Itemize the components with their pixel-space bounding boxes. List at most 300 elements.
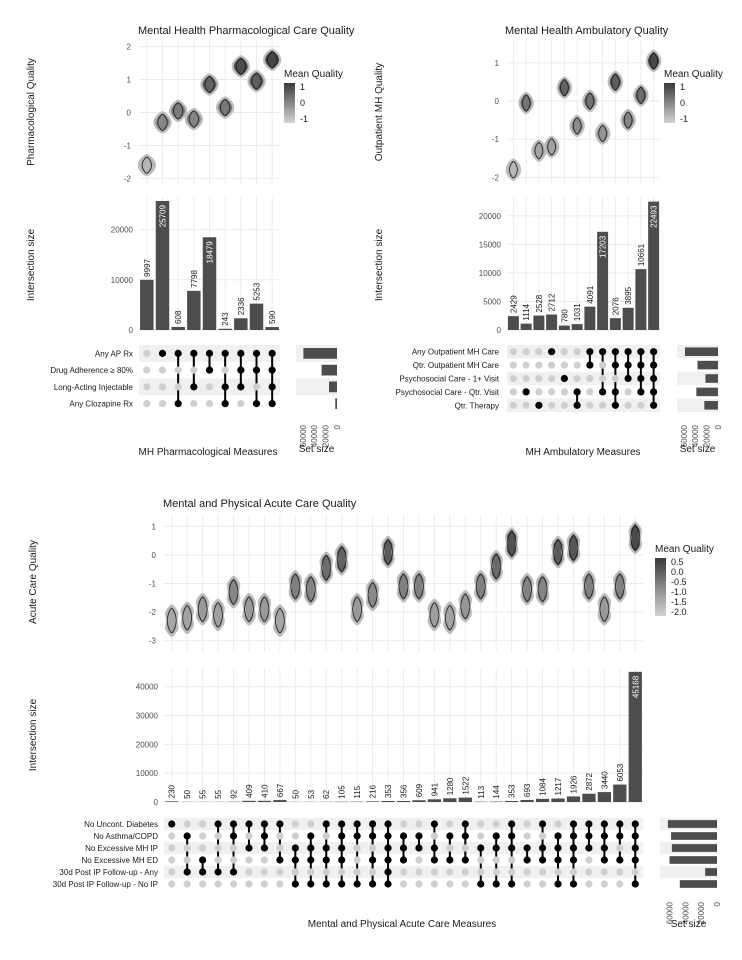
matrix-dot-empty — [523, 362, 530, 369]
matrix-dot-filled — [323, 856, 330, 863]
intersection-bar — [610, 318, 621, 330]
matrix-dot-filled — [369, 832, 376, 839]
matrix-dot-empty — [400, 820, 407, 827]
matrix-dot-empty — [523, 348, 530, 355]
matrix-dot-empty — [369, 844, 376, 851]
matrix-dot-filled — [462, 832, 469, 839]
intersection-size-label: 1031 — [573, 303, 583, 322]
quality-violin — [599, 594, 610, 624]
quality-violin — [290, 571, 301, 601]
matrix-dot-filled — [307, 856, 314, 863]
matrix-dot-empty — [292, 820, 299, 827]
legend-tick-label: 1 — [680, 82, 686, 92]
matrix-dot-empty — [276, 832, 283, 839]
matrix-dot-filled — [338, 856, 345, 863]
intersection-bar — [521, 324, 532, 330]
matrix-dot-filled — [269, 383, 276, 390]
matrix-dot-filled — [561, 375, 568, 382]
intersection-size-label: 590 — [268, 310, 278, 325]
quality-violin — [429, 600, 440, 630]
matrix-dot-filled — [616, 832, 623, 839]
matrix-dot-filled — [214, 820, 221, 827]
intersection-size-label: 1522 — [461, 776, 471, 795]
matrix-dot-empty — [601, 880, 608, 887]
matrix-dot-filled — [601, 844, 608, 851]
legend-colorbar — [664, 83, 675, 123]
matrix-dot-empty — [159, 367, 166, 374]
intersection-size-label: 1926 — [569, 775, 579, 794]
bar-ytick-label: 10000 — [110, 275, 133, 285]
matrix-dot-empty — [143, 400, 150, 407]
quality-violin — [243, 594, 254, 624]
legend-tick-label: -1 — [300, 114, 309, 124]
matrix-dot-filled — [307, 880, 314, 887]
matrix-dot-empty — [184, 820, 191, 827]
bar-ylabel: Intersection size — [28, 698, 39, 772]
legend-title: Mean Quality — [664, 69, 723, 80]
matrix-dot-filled — [261, 844, 268, 851]
matrix-dot-filled — [222, 383, 229, 390]
matrix-dot-empty — [245, 832, 252, 839]
matrix-dot-filled — [323, 844, 330, 851]
quality-violin — [398, 571, 409, 601]
matrix-dot-empty — [561, 348, 568, 355]
quality-violin — [264, 50, 280, 70]
matrix-xlabel: MH Pharmacological Measures — [138, 447, 278, 458]
matrix-dot-empty — [561, 388, 568, 395]
matrix-dot-empty — [477, 868, 484, 875]
matrix-dot-filled — [508, 880, 515, 887]
matrix-dot-filled — [599, 388, 606, 395]
intersection-size-label: 243 — [221, 312, 231, 326]
matrix-dot-filled — [253, 350, 260, 357]
matrix-dot-filled — [199, 868, 206, 875]
legend-tick-label: -1 — [680, 114, 689, 124]
quality-violin — [614, 571, 625, 601]
quality-violin — [336, 544, 347, 574]
matrix-dot-filled — [637, 362, 644, 369]
matrix-dot-empty — [168, 844, 175, 851]
matrix-dot-filled — [384, 880, 391, 887]
matrix-dot-empty — [206, 400, 213, 407]
intersection-bar — [572, 324, 583, 330]
matrix-dot-filled — [650, 348, 657, 355]
matrix-dot-empty — [561, 362, 568, 369]
matrix-dot-filled — [431, 820, 438, 827]
quality-violin — [212, 600, 223, 630]
matrix-dot-filled — [369, 820, 376, 827]
intersection-size-label: 22493 — [649, 205, 659, 228]
matrix-dot-filled — [539, 820, 546, 827]
matrix-dot-empty — [261, 880, 268, 887]
matrix-dot-filled — [632, 844, 639, 851]
matrix-dot-filled — [175, 400, 182, 407]
matrix-xlabel: MH Ambulatory Measures — [525, 447, 641, 458]
intersection-size-label: 10661 — [636, 243, 646, 267]
matrix-dot-empty — [230, 844, 237, 851]
matrix-dot-filled — [415, 832, 422, 839]
matrix-dot-filled — [650, 388, 657, 395]
matrix-dot-filled — [354, 820, 361, 827]
violin-ytick-label: -1 — [148, 579, 156, 589]
intersection-bar — [258, 801, 271, 802]
matrix-dot-filled — [168, 820, 175, 827]
matrix-dot-empty — [535, 348, 542, 355]
intersection-size-label: 92 — [229, 789, 239, 799]
quality-violin — [197, 594, 208, 624]
intersection-size-label: 216 — [368, 785, 378, 799]
set-size-bar — [670, 856, 718, 864]
matrix-dot-filled — [415, 844, 422, 851]
quality-violin — [475, 571, 486, 601]
set-size-tick-label: 40000 — [681, 902, 691, 925]
matrix-dot-filled — [462, 820, 469, 827]
set-label: Psychosocial Care - Qtr. Visit — [395, 387, 499, 397]
intersection-size-label: 55 — [214, 789, 224, 799]
intersection-size-label: 230 — [167, 784, 177, 799]
matrix-dot-filled — [493, 880, 500, 887]
matrix-dot-empty — [237, 400, 244, 407]
matrix-dot-filled — [599, 348, 606, 355]
matrix-dot-filled — [222, 350, 229, 357]
matrix-dot-empty — [245, 868, 252, 875]
bar-ytick-label: 30000 — [135, 711, 158, 721]
matrix-dot-filled — [431, 856, 438, 863]
matrix-dot-empty — [510, 362, 517, 369]
set-size-bar — [705, 374, 718, 383]
quality-violin — [382, 537, 393, 567]
intersection-size-label: 62 — [322, 789, 332, 799]
matrix-dot-filled — [384, 868, 391, 875]
matrix-dot-empty — [292, 832, 299, 839]
intersection-bar — [242, 801, 255, 802]
matrix-dot-empty — [168, 880, 175, 887]
set-size-tick-label: 20000 — [321, 425, 331, 448]
set-label: Long-Acting Injectable — [53, 382, 133, 392]
matrix-dot-empty — [524, 820, 531, 827]
matrix-dot-empty — [585, 868, 592, 875]
quality-violin — [571, 116, 584, 136]
matrix-dot-filled — [585, 820, 592, 827]
matrix-dot-filled — [446, 832, 453, 839]
matrix-dot-empty — [415, 868, 422, 875]
matrix-dot-filled — [616, 820, 623, 827]
quality-violin — [186, 109, 202, 129]
intersection-size-label: 9997 — [142, 259, 152, 277]
matrix-dot-filled — [637, 348, 644, 355]
matrix-dot-filled — [230, 832, 237, 839]
legend-colorbar — [284, 83, 295, 123]
bar-ytick-label: 0 — [496, 326, 501, 335]
matrix-dot-filled — [245, 820, 252, 827]
matrix-dot-empty — [612, 375, 619, 382]
matrix-dot-filled — [199, 856, 206, 863]
violin-ytick-label: 1 — [494, 58, 499, 68]
set-size-bar — [696, 388, 718, 397]
quality-violin — [558, 78, 571, 98]
matrix-dot-empty — [462, 880, 469, 887]
matrix-dot-filled — [601, 832, 608, 839]
intersection-size-label: 115 — [353, 785, 363, 799]
intersection-bar — [623, 308, 634, 330]
matrix-dot-filled — [554, 844, 561, 851]
matrix-dot-filled — [276, 820, 283, 827]
violin-ytick-label: -1 — [123, 141, 131, 151]
matrix-dot-empty — [535, 375, 542, 382]
matrix-dot-empty — [446, 820, 453, 827]
quality-violin — [321, 553, 332, 583]
intersection-size-label: 6053 — [615, 763, 625, 782]
violin-ylabel: Outpatient MH Quality — [374, 62, 385, 162]
matrix-dot-filled — [369, 856, 376, 863]
quality-violin — [139, 155, 155, 175]
matrix-dot-empty — [415, 880, 422, 887]
intersection-size-label: 780 — [560, 309, 570, 323]
matrix-dot-empty — [616, 868, 623, 875]
matrix-dot-filled — [253, 367, 260, 374]
matrix-dot-empty — [214, 832, 221, 839]
matrix-dot-empty — [462, 844, 469, 851]
matrix-dot-empty — [601, 868, 608, 875]
matrix-dot-filled — [616, 856, 623, 863]
matrix-dot-filled — [431, 844, 438, 851]
matrix-dot-filled — [632, 880, 639, 887]
matrix-dot-empty — [616, 880, 623, 887]
matrix-dot-empty — [175, 383, 182, 390]
matrix-dot-filled — [446, 856, 453, 863]
intersection-bar — [635, 269, 646, 330]
matrix-xlabel: Mental and Physical Acute Care Measures — [307, 919, 497, 930]
set-size-bar — [303, 348, 337, 359]
quality-violin — [274, 606, 285, 636]
set-label: 30d Post IP Follow-up - No IP — [52, 880, 158, 889]
violin-panel-bg — [507, 40, 660, 185]
matrix-dot-empty — [477, 856, 484, 863]
matrix-dot-empty — [400, 880, 407, 887]
matrix-dot-empty — [524, 880, 531, 887]
set-size-bar — [685, 347, 718, 356]
matrix-dot-empty — [539, 880, 546, 887]
matrix-dot-filled — [570, 844, 577, 851]
quality-violin — [532, 141, 545, 161]
matrix-dot-empty — [354, 844, 361, 851]
matrix-dot-empty — [548, 375, 555, 382]
matrix-dot-filled — [338, 880, 345, 887]
matrix-dot-empty — [477, 820, 484, 827]
matrix-dot-filled — [554, 832, 561, 839]
bar-ylabel: Intersection size — [374, 228, 385, 302]
set-size-bar — [322, 365, 337, 376]
intersection-bar — [250, 304, 263, 330]
intersection-size-label: 2872 — [584, 772, 594, 791]
matrix-dot-empty — [214, 844, 221, 851]
legend-title: Mean Quality — [284, 69, 343, 80]
quality-violin — [352, 594, 363, 624]
matrix-dot-filled — [369, 880, 376, 887]
set-size-bar — [671, 832, 717, 840]
matrix-dot-empty — [510, 388, 517, 395]
set-size-bar — [329, 382, 337, 393]
matrix-dot-filled — [237, 350, 244, 357]
matrix-dot-empty — [625, 388, 632, 395]
matrix-dot-empty — [276, 868, 283, 875]
matrix-dot-empty — [586, 375, 593, 382]
set-label: Qtr. Therapy — [454, 401, 499, 411]
intersection-bar — [533, 316, 544, 330]
matrix-dot-filled — [253, 400, 260, 407]
intersection-size-label: 667 — [275, 783, 285, 798]
intersection-size-label: 2429 — [509, 295, 519, 314]
set-size-title: Set size — [679, 444, 716, 455]
set-size-tick-label: 40000 — [691, 425, 701, 448]
bar-ytick-label: 10000 — [478, 268, 501, 278]
matrix-dot-filled — [612, 348, 619, 355]
matrix-dot-empty — [446, 880, 453, 887]
matrix-dot-filled — [184, 868, 191, 875]
set-size-title: Set size — [298, 444, 335, 455]
matrix-dot-empty — [276, 844, 283, 851]
matrix-dot-filled — [650, 375, 657, 382]
quality-violin — [166, 606, 177, 636]
matrix-dot-empty — [539, 868, 546, 875]
legend-tick-label: -0.5 — [671, 577, 687, 587]
violin-ylabel: Acute Care Quality — [28, 540, 39, 624]
matrix-dot-empty — [214, 856, 221, 863]
violin-ytick-label: 0 — [126, 108, 131, 118]
matrix-dot-filled — [400, 856, 407, 863]
upset-panel-pharm — [26, 25, 355, 458]
intersection-bar — [265, 327, 278, 330]
matrix-dot-filled — [523, 388, 530, 395]
intersection-size-label: 609 — [414, 783, 424, 798]
set-size-bar — [335, 398, 337, 409]
quality-violin — [249, 71, 265, 91]
matrix-dot-filled — [323, 880, 330, 887]
matrix-dot-filled — [354, 880, 361, 887]
matrix-dot-empty — [616, 844, 623, 851]
intersection-bar — [582, 794, 595, 802]
legend-tick-label: 0.5 — [671, 557, 684, 567]
set-label: No Excessive MH IP — [85, 844, 158, 853]
legend-tick-label: -1.5 — [671, 597, 687, 607]
quality-violin — [182, 603, 193, 633]
matrix-dot-empty — [143, 350, 150, 357]
matrix-dot-empty — [554, 820, 561, 827]
matrix-dot-filled — [625, 375, 632, 382]
matrix-dot-filled — [400, 844, 407, 851]
chart-title: Mental Health Pharmacological Care Quality — [138, 25, 355, 37]
matrix-dot-empty — [338, 868, 345, 875]
intersection-size-label: 3895 — [624, 286, 634, 305]
quality-violin — [507, 160, 520, 180]
matrix-dot-filled — [307, 832, 314, 839]
matrix-dot-empty — [184, 880, 191, 887]
matrix-dot-filled — [612, 402, 619, 409]
intersection-size-label: 7798 — [189, 270, 199, 288]
matrix-dot-filled — [632, 856, 639, 863]
matrix-dot-empty — [570, 868, 577, 875]
intersection-size-label: 18479 — [205, 241, 215, 264]
matrix-dot-filled — [570, 820, 577, 827]
intersection-bar — [381, 801, 394, 802]
intersection-size-label: 693 — [523, 783, 533, 798]
matrix-dot-filled — [570, 832, 577, 839]
matrix-dot-empty — [369, 868, 376, 875]
violin-ytick-label: -2 — [491, 173, 499, 183]
intersection-size-label: 608 — [174, 310, 184, 324]
matrix-dot-empty — [206, 383, 213, 390]
intersection-size-label: 353 — [507, 784, 517, 798]
quality-violin — [367, 580, 378, 610]
intersection-bar — [397, 801, 410, 802]
matrix-dot-empty — [230, 880, 237, 887]
matrix-dot-empty — [400, 868, 407, 875]
intersection-size-label: 144 — [492, 785, 502, 799]
quality-violin — [506, 529, 517, 559]
violin-ytick-label: -3 — [148, 636, 156, 646]
legend-tick-label: 0.0 — [671, 567, 684, 577]
matrix-dot-filled — [650, 362, 657, 369]
set-size-bar — [705, 868, 717, 876]
matrix-dot-empty — [168, 868, 175, 875]
legend-tick-label: -2.0 — [671, 607, 687, 617]
matrix-dot-filled — [338, 820, 345, 827]
matrix-dot-empty — [574, 375, 581, 382]
matrix-dot-filled — [632, 820, 639, 827]
matrix-dot-filled — [384, 844, 391, 851]
quality-violin — [170, 101, 186, 121]
violin-ytick-label: 0 — [151, 550, 156, 560]
quality-violin — [155, 112, 171, 132]
matrix-dot-filled — [570, 880, 577, 887]
matrix-dot-filled — [261, 832, 268, 839]
matrix-dot-filled — [184, 832, 191, 839]
matrix-dot-empty — [510, 402, 517, 409]
matrix-dot-filled — [493, 832, 500, 839]
matrix-dot-filled — [554, 880, 561, 887]
matrix-dot-empty — [446, 868, 453, 875]
matrix-dot-empty — [510, 375, 517, 382]
intersection-bar — [536, 799, 549, 802]
matrix-dot-empty — [632, 868, 639, 875]
set-size-tick-label: 0 — [714, 425, 723, 430]
matrix-dot-empty — [143, 367, 150, 374]
intersection-size-label: 356 — [399, 784, 409, 798]
matrix-dot-filled — [508, 844, 515, 851]
set-label: Any Outpatient MH Care — [411, 347, 499, 357]
matrix-dot-filled — [462, 856, 469, 863]
intersection-bar — [187, 291, 200, 330]
matrix-dot-empty — [431, 880, 438, 887]
matrix-dot-filled — [585, 832, 592, 839]
chart-title: Mental and Physical Acute Care Quality — [163, 498, 357, 510]
intersection-bar — [443, 798, 456, 802]
intersection-size-label: 941 — [430, 782, 440, 797]
matrix-dot-filled — [384, 820, 391, 827]
set-size-tick-label: 60000 — [665, 902, 675, 925]
bar-ytick-label: 0 — [128, 326, 133, 335]
set-label: No Asthma/COPD — [93, 832, 158, 841]
matrix-dot-filled — [477, 844, 484, 851]
matrix-dot-empty — [586, 388, 593, 395]
quality-violin — [305, 574, 316, 604]
set-size-tick-label: 0 — [713, 902, 722, 907]
intersection-size-label: 4091 — [585, 285, 595, 304]
matrix-dot-filled — [637, 388, 644, 395]
violin-ytick-label: -1 — [491, 135, 499, 145]
matrix-dot-filled — [570, 856, 577, 863]
matrix-dot-filled — [190, 383, 197, 390]
